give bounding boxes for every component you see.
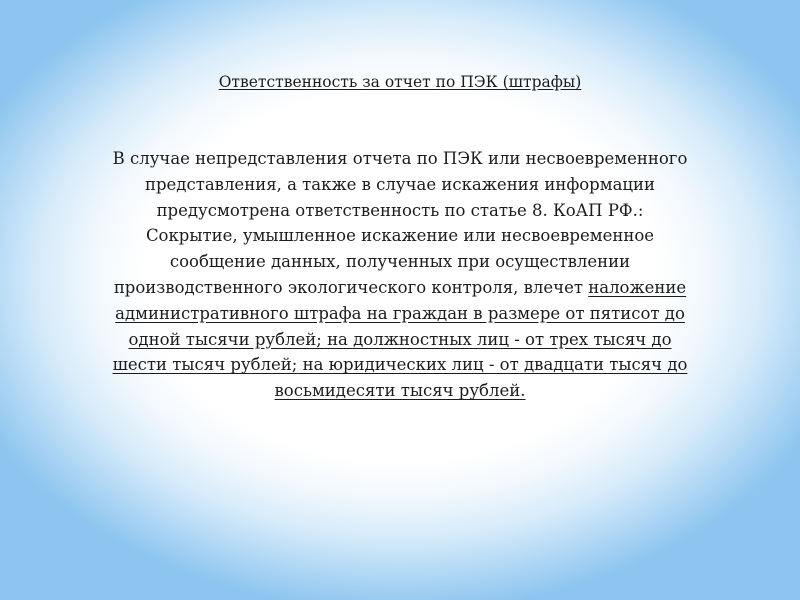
body-line xyxy=(0,275,800,301)
underlined-text-segment: восьмидесяти тысяч рублей. xyxy=(274,381,526,401)
body-line xyxy=(0,301,800,327)
underlined-text-segment: одной тысячи рублей; на должностных лиц - от трех тысяч до xyxy=(128,329,672,349)
body-line xyxy=(0,249,800,275)
body-line xyxy=(0,352,800,378)
underlined-text-segment: шести тысяч рублей; на юридических лиц - от двадцати тысяч до xyxy=(112,355,688,375)
body-line xyxy=(0,198,800,224)
body-text-segment: Сокрытие, умышленное искажение или несвоевременное xyxy=(145,226,655,246)
slide-title: Ответственность за отчет по ПЭК (штрафы) xyxy=(218,73,582,91)
body-text-segment: сообщение данных, полученных при осуществлении xyxy=(169,252,631,272)
body-text-segment: представления, а также в случае искажения информации xyxy=(144,174,656,194)
body-text-segment: предусмотрена ответственность по статье 8. КоАП РФ.: xyxy=(156,200,644,220)
body-line xyxy=(0,223,800,249)
body-line xyxy=(0,327,800,353)
underlined-text-segment: наложение xyxy=(588,277,687,297)
underlined-text-segment: административного штрафа на граждан в размере от пятисот до xyxy=(115,303,685,323)
body-text-segment: производственного экологического контроля, влечет xyxy=(113,277,589,297)
body-line xyxy=(0,172,800,198)
body-text-segment: В случае непредставления отчета по ПЭК или несвоевременного xyxy=(112,149,688,168)
slide-body-text xyxy=(0,146,800,404)
body-line xyxy=(0,146,800,172)
body-line xyxy=(0,378,800,404)
